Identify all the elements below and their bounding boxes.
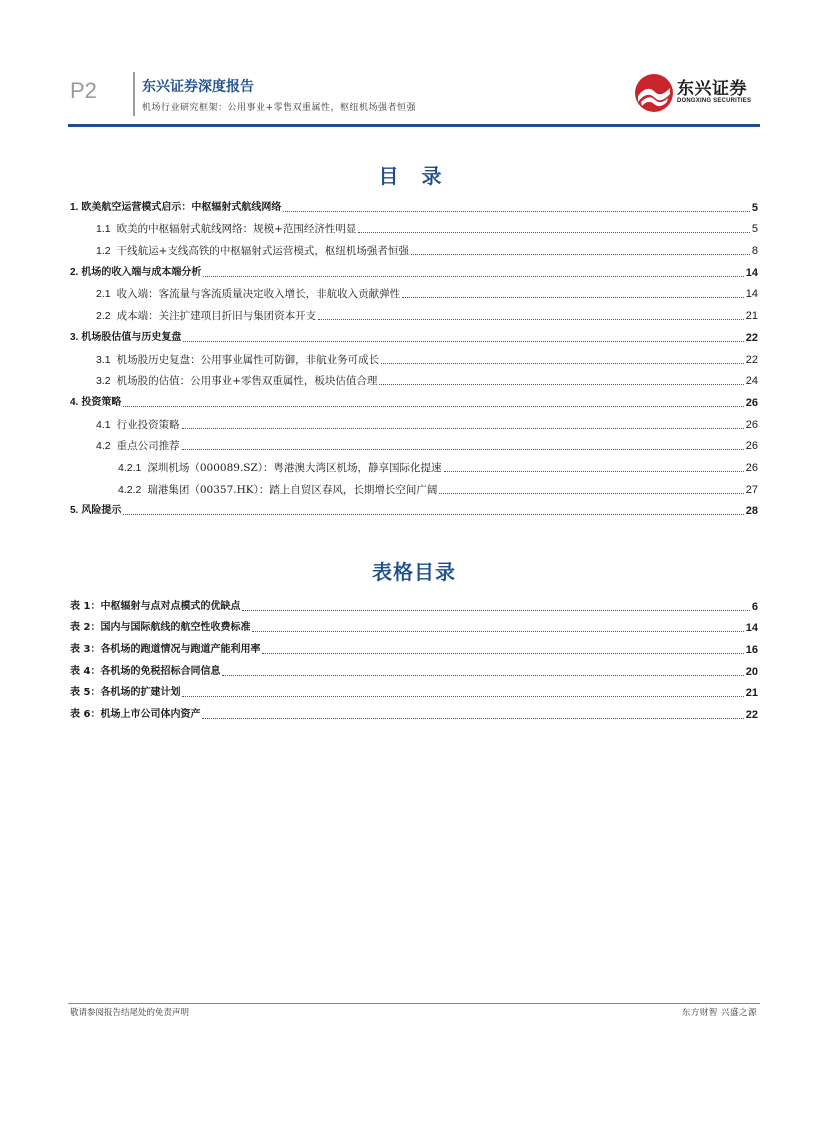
table-toc-entry-page: 22 — [745, 709, 758, 722]
toc-entry-text: 欧美的中枢辐射式航线网络：规模+范围经济性明显 — [116, 223, 357, 236]
toc-entry-page: 26 — [745, 440, 758, 453]
toc-entry-text: 行业投资策略 — [116, 418, 180, 431]
report-title: 东兴证券深度报告 — [142, 79, 254, 95]
toc-entry[interactable] — [70, 236, 758, 258]
toc-entry-page: 22 — [745, 353, 758, 366]
dot-leader — [262, 653, 743, 654]
toc-entry-number: 4.2 — [96, 440, 111, 453]
table-toc-list — [70, 592, 758, 722]
table-toc-entry-page: 14 — [745, 622, 758, 635]
toc-entry-text: 机场股的估值：公用事业+零售双重属性，板块估值合理 — [116, 375, 378, 388]
toc-entry[interactable] — [70, 475, 758, 497]
toc-entry-number: 4. — [70, 396, 79, 408]
dot-leader — [444, 471, 744, 472]
logo-text-en: DONGXING SECURITIES — [677, 98, 752, 104]
table-toc-entry[interactable] — [70, 635, 758, 657]
dot-leader — [203, 276, 743, 277]
table-toc-title: 表格目录 — [372, 560, 456, 584]
toc-entry-text: 干线航运+支线高铁的中枢辐射式运营模式，枢纽机场强者恒强 — [116, 245, 409, 258]
toc-entry-page: 28 — [745, 505, 758, 518]
dot-leader — [202, 718, 743, 719]
toc-entry-number: 3.1 — [96, 353, 111, 366]
table-toc-entry-text: 表 1：中枢辐射与点对点模式的优缺点 — [70, 600, 241, 612]
dot-leader — [222, 675, 743, 676]
dot-leader — [318, 319, 744, 320]
table-toc-entry[interactable] — [70, 657, 758, 679]
toc-entry-text: 深圳机场（000089.SZ）：粤港澳大湾区机场，静享国际化提速 — [147, 461, 442, 474]
table-toc-entry-page: 21 — [745, 687, 758, 700]
table-toc-entry-text: 表 5：各机场的扩建计划 — [70, 687, 181, 699]
toc-entry-text: 瑞港集团（00357.HK）：踏上自贸区春风，长期增长空间广阔 — [147, 483, 438, 496]
report-subtitle: 机场行业研究框架：公用事业+零售双重属性，枢纽机场强者恒强 — [142, 103, 417, 113]
toc-entry-text: 机场股历史复盘：公用事业属性可防御，非航业务可成长 — [116, 353, 380, 366]
toc-entry-text: 重点公司推荐 — [116, 440, 180, 453]
toc-entry-number: 5. — [70, 505, 79, 517]
toc-entry-page: 14 — [745, 288, 758, 301]
toc-entry[interactable] — [70, 215, 758, 237]
page-header — [68, 70, 760, 128]
toc-entry-text: 机场的收入端与成本端分析 — [81, 266, 202, 278]
table-toc-entry-text: 表 2：国内与国际航线的航空性收费标准 — [70, 622, 251, 634]
toc-entry-page: 24 — [745, 375, 758, 388]
toc-entry-text: 机场股估值与历史复盘 — [81, 331, 182, 343]
company-logo — [633, 72, 763, 116]
table-toc-entry-page: 6 — [751, 600, 758, 613]
toc-entry[interactable] — [70, 388, 758, 410]
toc-entry-page: 5 — [751, 223, 758, 236]
dot-leader — [123, 406, 743, 407]
table-toc-entry[interactable] — [70, 700, 758, 722]
header-rule — [68, 124, 760, 127]
toc-entry-text: 收入端：客流量与客流质量决定收入增长，非航收入贡献弹性 — [116, 288, 401, 301]
toc-entry-page: 26 — [745, 396, 758, 409]
dot-leader — [123, 514, 743, 515]
footer-rule — [68, 1003, 760, 1004]
toc-entry-number: 1.1 — [96, 223, 111, 236]
toc-entry[interactable] — [70, 345, 758, 367]
toc-entry[interactable] — [70, 410, 758, 432]
toc-entry-number: 4.2.1 — [118, 461, 142, 474]
toc-entry[interactable] — [70, 301, 758, 323]
toc-entry-page: 21 — [745, 310, 758, 323]
dot-leader — [283, 211, 750, 212]
toc-entry-page: 22 — [745, 331, 758, 344]
logo-mark-icon — [633, 72, 675, 114]
toc-entry-text: 风险提示 — [81, 505, 122, 517]
toc-entry-text: 成本端：关注扩建项目折旧与集团资本开支 — [116, 310, 317, 323]
toc-entry-page: 27 — [745, 483, 758, 496]
toc-entry[interactable] — [70, 258, 758, 280]
toc-entry-number: 3.2 — [96, 375, 111, 388]
toc-list — [70, 193, 758, 518]
toc-entry-page: 14 — [745, 266, 758, 279]
toc-entry-page: 26 — [745, 461, 758, 474]
toc-entry-number: 1.2 — [96, 245, 111, 258]
toc-entry-number: 1. — [70, 201, 79, 213]
toc-entry[interactable] — [70, 280, 758, 302]
dot-leader — [358, 232, 749, 233]
toc-title: 目 录 — [378, 164, 450, 188]
dot-leader — [252, 631, 743, 632]
toc-entry[interactable] — [70, 323, 758, 345]
logo-text-cn: 东兴证券 — [677, 79, 747, 99]
toc-entry-page: 26 — [745, 418, 758, 431]
toc-entry-number: 2. — [70, 266, 79, 278]
toc-entry-number: 2.1 — [96, 288, 111, 301]
header-divider — [133, 72, 135, 116]
dot-leader — [183, 341, 743, 342]
toc-entry-page: 5 — [751, 201, 758, 214]
toc-entry[interactable] — [70, 432, 758, 454]
table-toc-entry-text: 表 4：各机场的免税招标合同信息 — [70, 665, 221, 677]
dot-leader — [411, 254, 750, 255]
page-number: P2 — [70, 78, 97, 103]
toc-entry[interactable] — [70, 497, 758, 519]
toc-entry-page: 8 — [751, 245, 758, 258]
table-toc-entry-page: 16 — [745, 644, 758, 657]
toc-entry-number: 3. — [70, 331, 79, 343]
toc-entry-number: 4.2.2 — [118, 483, 142, 496]
table-toc-entry-page: 20 — [745, 665, 758, 678]
dot-leader — [381, 363, 744, 364]
toc-entry[interactable] — [70, 193, 758, 215]
footer-slogan: 东方财智 兴盛之源 — [681, 1008, 757, 1018]
toc-entry-number: 2.2 — [96, 310, 111, 323]
table-toc-entry[interactable] — [70, 679, 758, 701]
footer-disclaimer: 敬请参阅报告结尾处的免责声明 — [70, 1008, 190, 1018]
toc-entry[interactable] — [70, 453, 758, 475]
dot-leader — [379, 384, 743, 385]
toc-entry-number: 4.1 — [96, 418, 111, 431]
toc-entry-text: 投资策略 — [81, 396, 122, 408]
table-toc-entry-text: 表 3：各机场的跑道情况与跑道产能利用率 — [70, 644, 261, 656]
table-toc-entry[interactable] — [70, 614, 758, 636]
toc-entry[interactable] — [70, 367, 758, 389]
dot-leader — [242, 610, 749, 611]
dot-leader — [182, 696, 743, 697]
table-toc-entry[interactable] — [70, 592, 758, 614]
dot-leader — [402, 297, 744, 298]
dot-leader — [182, 428, 744, 429]
toc-entry-text: 欧美航空运营模式启示：中枢辐射式航线网络 — [81, 201, 282, 213]
table-toc-entry-text: 表 6：机场上市公司体内资产 — [70, 709, 201, 721]
dot-leader — [439, 493, 743, 494]
dot-leader — [182, 449, 744, 450]
